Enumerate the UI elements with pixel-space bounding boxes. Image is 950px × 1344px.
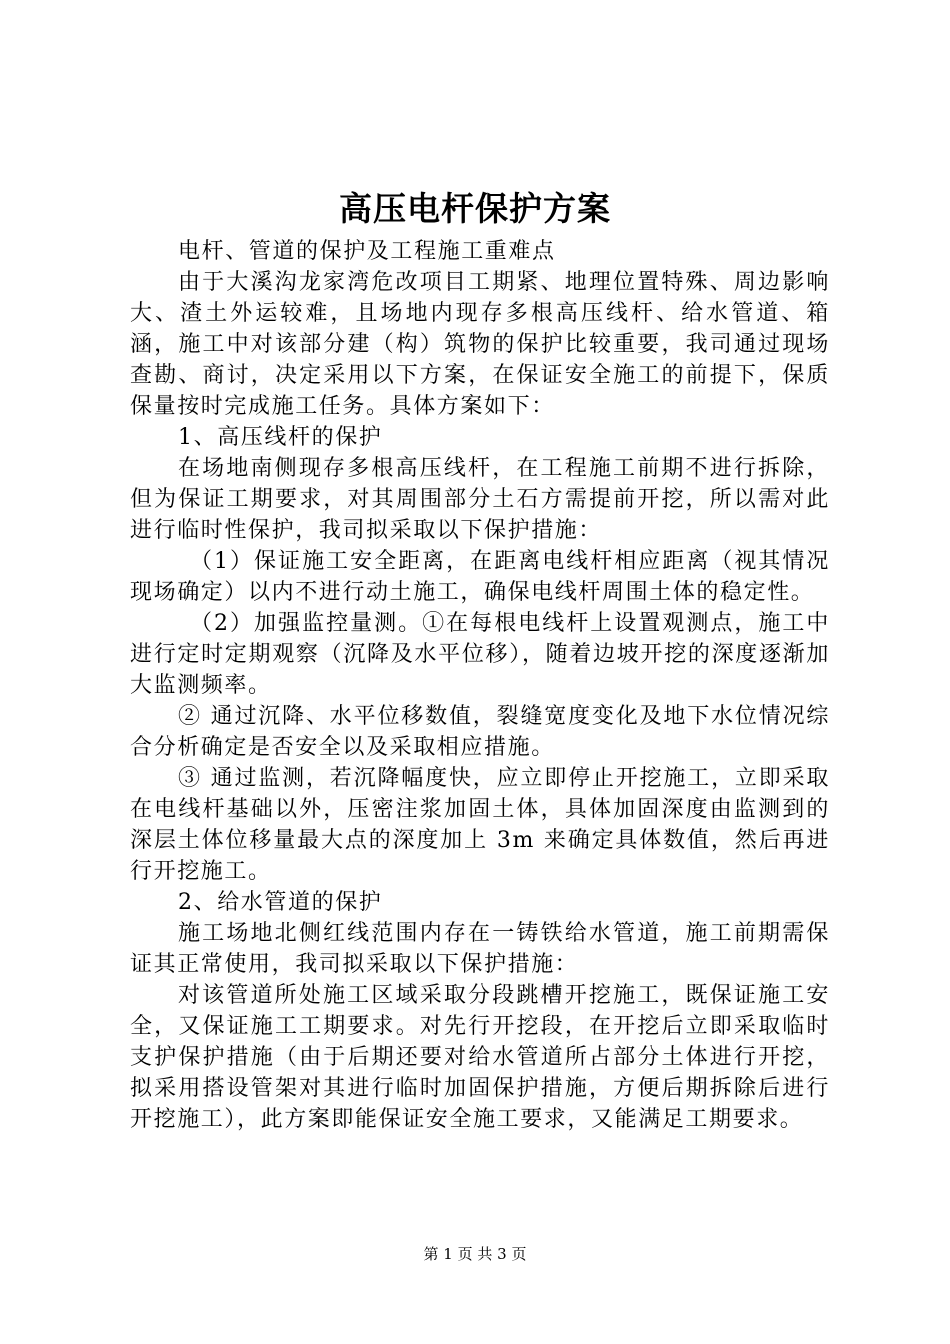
page-footer: 第 1 页 共 3 页 [423,1245,527,1263]
paragraph-measure-1: （1）保证施工安全距离，在距离电线杆相应距离（视其情况现场确定）以内不进行动土施工，确保电线杆周围土体的稳定性。 [130,549,830,605]
paragraph-pipe-description: 施工场地北侧红线范围内存在一铸铁给水管道，施工前期需保证其正常使用，我司拟采取以下保护措施： [130,921,830,977]
paragraph-subtitle: 电杆、管道的保护及工程施工重难点 [178,239,556,264]
paragraph-intro: 由于大溪沟龙家湾危改项目工期紧、地理位置特殊、周边影响大、渣土外运较难，且场地内现存多根高压线杆、给水管道、箱涵，施工中对该部分建（构）筑物的保护比较重要，我司通过现场查勘、商讨，决定采用以下方案，在保证安全施工的前提下，保质保量按时完成施工任务。具体方案如下： [130,270,830,419]
document-title: 高压电杆保护方案 [339,189,611,228]
paragraph-pole-description: 在场地南侧现存多根高压线杆，在工程施工前期不进行拆除，但为保证工期要求，对其周围部分土石方需提前开挖，所以需对此进行临时性保护，我司拟采取以下保护措施： [130,456,830,543]
section-heading-pole-protection: 1、高压线杆的保护 [178,425,383,450]
section-heading-pipe-protection: 2、给水管道的保护 [178,890,383,915]
paragraph-measure-2: （2）加强监控量测。①在每根电线杆上设置观测点，施工中进行定时定期观察（沉降及水平位移），随着边坡开挖的深度逐渐加大监测频率。 [130,611,830,698]
paragraph-measure-2b: ② 通过沉降、水平位移数值，裂缝宽度变化及地下水位情况综合分析确定是否安全以及采取相应措施。 [130,704,830,760]
document-body [130,236,830,1135]
paragraph-pipe-measures: 对该管道所处施工区域采取分段跳槽开挖施工，既保证施工安全，又保证施工工期要求。对先行开挖段，在开挖后立即采取临时支护保护措施（由于后期还要对给水管道所占部分土体进行开挖，拟采用搭设管架对其进行临时加固保护措施，方便后期拆除后进行开挖施工），此方案即能保证安全施工要求，又能满足工期要求。 [130,983,830,1132]
paragraph-measure-2c: ③ 通过监测，若沉降幅度快，应立即停止开挖施工，立即采取在电线杆基础以外，压密注浆加固土体，具体加固深度由监测到的深层土体位移量最大点的深度加上 3m 来确定具体数值，然后再进行开挖施工。 [130,766,830,884]
